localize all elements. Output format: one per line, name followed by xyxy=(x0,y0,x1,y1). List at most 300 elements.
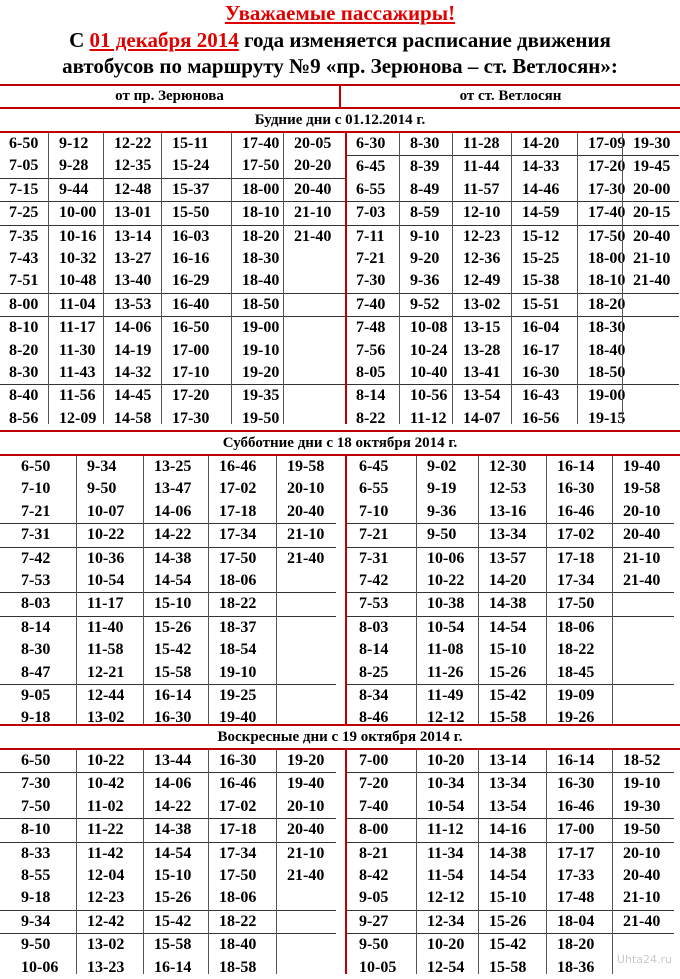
schedule-row xyxy=(0,270,345,292)
departure-time: 16-56 xyxy=(522,409,560,427)
departure-time: 19-26 xyxy=(557,709,595,727)
departure-time: 18-20 xyxy=(242,227,280,245)
notice-line2 xyxy=(0,27,680,53)
departure-time: 7-51 xyxy=(9,272,39,290)
departure-time: 13-47 xyxy=(154,480,192,498)
departure-time: 7-30 xyxy=(21,775,51,793)
notice-date: 01 декабря 2014 xyxy=(89,28,239,52)
sunday-left-column xyxy=(0,750,336,979)
departure-time: 16-46 xyxy=(557,502,595,520)
departure-time: 14-54 xyxy=(154,844,192,862)
schedule-row xyxy=(0,178,345,201)
departure-time: 19-09 xyxy=(557,686,595,704)
departure-time: 8-49 xyxy=(410,180,440,198)
departure-time: 7-10 xyxy=(359,502,389,520)
schedule-row xyxy=(0,684,336,707)
schedule-row xyxy=(346,865,674,887)
departure-time: 18-30 xyxy=(588,319,626,337)
departure-time: 8-47 xyxy=(21,663,51,681)
weekday-right-column xyxy=(346,133,679,430)
schedule-row xyxy=(0,750,336,772)
departure-time: 7-11 xyxy=(356,227,385,245)
schedule-row xyxy=(346,750,674,772)
departure-time: 21-10 xyxy=(633,249,671,267)
departure-time: 10-42 xyxy=(87,775,125,793)
departure-time: 17-33 xyxy=(557,866,595,884)
departure-time: 8-33 xyxy=(21,844,51,862)
departure-time xyxy=(285,270,345,292)
schedule-row xyxy=(346,133,679,155)
departure-time: 17-34 xyxy=(219,844,257,862)
departure-time: 17-40 xyxy=(242,135,280,152)
departure-time: 10-20 xyxy=(427,752,465,769)
departure-time: 19-10 xyxy=(623,775,661,793)
schedule-row xyxy=(0,818,336,841)
departure-time: 17-20 xyxy=(588,158,626,176)
departure-time: 21-40 xyxy=(633,272,671,290)
departure-time: 20-10 xyxy=(623,844,661,862)
departure-time: 11-17 xyxy=(59,319,96,337)
departure-time: 14-22 xyxy=(154,797,192,815)
departure-time: 16-30 xyxy=(557,775,595,793)
departure-time: 17-02 xyxy=(557,526,595,544)
departure-time xyxy=(278,639,336,661)
departure-time: 7-43 xyxy=(9,249,39,267)
departure-time: 17-17 xyxy=(557,844,595,862)
departure-time: 13-54 xyxy=(463,387,501,405)
departure-time xyxy=(614,617,674,639)
departure-time: 11-12 xyxy=(410,409,447,427)
departure-time: 10-36 xyxy=(87,549,125,567)
departure-time: 12-12 xyxy=(427,889,465,907)
departure-time: 9-18 xyxy=(21,889,51,907)
departure-time: 18-36 xyxy=(557,958,595,976)
departure-time: 20-40 xyxy=(294,180,332,198)
departure-time: 18-04 xyxy=(557,912,595,930)
departure-time: 14-38 xyxy=(489,844,527,862)
departure-time: 8-10 xyxy=(9,319,39,337)
departure-time: 17-50 xyxy=(219,549,257,567)
departure-time: 16-46 xyxy=(219,775,257,793)
departure-time: 14-46 xyxy=(522,180,560,198)
schedule-row xyxy=(0,592,336,615)
departure-time: 16-14 xyxy=(154,958,192,976)
departure-time: 9-27 xyxy=(359,912,389,930)
departure-time: 11-26 xyxy=(427,663,464,681)
departure-time: 15-24 xyxy=(172,157,210,175)
departure-time: 15-37 xyxy=(172,180,210,198)
departure-time: 21-40 xyxy=(623,912,661,930)
departure-time xyxy=(278,662,336,684)
departure-time: 10-24 xyxy=(410,341,448,359)
departure-time: 18-54 xyxy=(219,641,257,659)
departure-time: 10-56 xyxy=(410,387,448,405)
departure-time xyxy=(624,294,679,316)
direction-divider xyxy=(345,456,347,725)
departure-time: 17-10 xyxy=(172,363,210,381)
departure-time xyxy=(614,639,674,661)
column-divider xyxy=(231,133,232,424)
schedule-row xyxy=(346,662,674,684)
schedule-row xyxy=(0,957,336,979)
schedule-row xyxy=(346,616,674,639)
departure-time: 10-00 xyxy=(59,204,97,222)
departure-time: 10-06 xyxy=(427,549,465,567)
column-divider xyxy=(546,456,547,725)
departure-time: 15-10 xyxy=(154,866,192,884)
departure-time: 16-30 xyxy=(219,752,257,769)
schedule-row xyxy=(0,523,336,546)
departure-time: 15-58 xyxy=(489,958,527,976)
departure-time: 21-10 xyxy=(623,889,661,907)
departure-time: 14-16 xyxy=(489,821,527,839)
departure-time: 9-36 xyxy=(427,502,457,520)
weekday-schedule xyxy=(0,107,680,427)
departure-time: 15-10 xyxy=(489,889,527,907)
departure-time: 14-54 xyxy=(154,571,192,589)
schedule-row xyxy=(0,408,345,430)
departure-time: 11-08 xyxy=(427,641,464,659)
departure-time: 17-40 xyxy=(588,204,626,222)
column-divider xyxy=(208,456,209,725)
departure-time: 10-54 xyxy=(87,571,125,589)
schedule-row xyxy=(0,340,345,362)
departure-time: 14-45 xyxy=(114,387,152,405)
departure-time: 9-36 xyxy=(410,272,440,290)
departure-time: 11-49 xyxy=(427,686,464,704)
departure-time: 17-18 xyxy=(557,549,595,567)
departure-time: 14-06 xyxy=(154,502,192,520)
direction-header xyxy=(0,84,680,108)
column-divider xyxy=(48,133,49,424)
column-divider xyxy=(103,133,104,424)
departure-time: 17-30 xyxy=(172,409,210,427)
departure-time: 18-20 xyxy=(557,936,595,954)
departure-time: 9-50 xyxy=(427,526,457,544)
departure-time: 19-50 xyxy=(623,821,661,839)
departure-time: 18-40 xyxy=(588,341,626,359)
departure-time: 7-30 xyxy=(356,272,386,290)
departure-time: 10-05 xyxy=(359,958,397,976)
column-divider xyxy=(452,133,453,424)
departure-time: 20-10 xyxy=(287,797,325,815)
departure-time: 11-17 xyxy=(87,595,124,613)
departure-time: 10-32 xyxy=(59,249,97,267)
schedule-row xyxy=(0,796,336,818)
departure-time: 13-25 xyxy=(154,458,192,475)
schedule-row xyxy=(346,362,679,384)
departure-time: 7-53 xyxy=(359,595,389,613)
departure-time: 7-31 xyxy=(21,526,51,544)
schedule-row xyxy=(0,933,336,956)
schedule-row xyxy=(346,408,679,430)
departure-time xyxy=(278,570,336,592)
departure-time xyxy=(624,408,679,430)
departure-time: 20-20 xyxy=(294,157,332,175)
departure-time: 19-15 xyxy=(588,409,626,427)
departure-time: 9-28 xyxy=(59,157,89,175)
schedule-row xyxy=(346,842,674,865)
column-divider xyxy=(511,133,512,424)
departure-time: 20-40 xyxy=(287,821,325,839)
departure-time xyxy=(285,362,345,384)
departure-time xyxy=(278,957,336,979)
schedule-row xyxy=(0,842,336,865)
departure-time: 19-10 xyxy=(242,341,280,359)
departure-time: 6-55 xyxy=(356,180,386,198)
departure-time xyxy=(278,617,336,639)
departure-time: 17-34 xyxy=(219,526,257,544)
departure-time: 8-34 xyxy=(359,686,389,704)
schedule-row xyxy=(0,201,345,224)
departure-time: 19-40 xyxy=(623,458,661,475)
departure-time: 7-48 xyxy=(356,319,386,337)
departure-time: 14-54 xyxy=(489,866,527,884)
departure-time: 12-42 xyxy=(87,912,125,930)
departure-time: 19-50 xyxy=(242,409,280,427)
departure-time: 12-23 xyxy=(463,227,501,245)
departure-time: 15-58 xyxy=(154,663,192,681)
departure-time: 13-44 xyxy=(154,752,192,769)
departure-time: 9-20 xyxy=(410,249,440,267)
column-divider xyxy=(283,133,284,424)
departure-time: 9-02 xyxy=(427,458,457,475)
departure-time: 7-21 xyxy=(21,502,51,520)
direction-divider xyxy=(345,750,347,974)
departure-time: 16-43 xyxy=(522,387,560,405)
departure-time: 14-38 xyxy=(489,595,527,613)
departure-time: 11-42 xyxy=(87,844,124,862)
departure-time: 21-10 xyxy=(287,526,325,544)
departure-time: 18-22 xyxy=(219,595,257,613)
schedule-row xyxy=(0,478,336,500)
departure-time: 8-14 xyxy=(21,618,51,636)
departure-time: 15-26 xyxy=(489,912,527,930)
schedule-row xyxy=(0,662,336,684)
departure-time: 11-57 xyxy=(463,180,500,198)
schedule-row xyxy=(0,639,336,661)
departure-time: 14-33 xyxy=(522,158,560,176)
saturday-title: Субботние дни с 18 октября 2014 г. xyxy=(0,430,680,456)
departure-time: 18-10 xyxy=(242,204,280,222)
departure-time: 13-34 xyxy=(489,526,527,544)
schedule-row xyxy=(346,547,674,570)
departure-time: 17-50 xyxy=(242,157,280,175)
departure-time: 20-15 xyxy=(633,204,671,222)
departure-time: 20-40 xyxy=(633,227,671,245)
departure-time: 11-34 xyxy=(427,844,464,862)
departure-time: 11-44 xyxy=(463,158,500,176)
departure-time xyxy=(614,593,674,615)
notice-line3: автобусов по маршруту №9 «пр. Зерюнова – ст. Ветлосян»: xyxy=(62,54,618,78)
departure-time: 19-00 xyxy=(588,387,626,405)
departure-time: 13-34 xyxy=(489,775,527,793)
departure-time: 18-20 xyxy=(588,295,626,313)
departure-time: 17-50 xyxy=(588,227,626,245)
schedule-row xyxy=(346,225,679,248)
departure-time: 19-58 xyxy=(287,458,325,475)
departure-time xyxy=(278,911,336,933)
departure-time: 13-16 xyxy=(489,502,527,520)
column-divider xyxy=(612,456,613,725)
departure-time: 14-54 xyxy=(489,618,527,636)
departure-time: 7-20 xyxy=(359,775,389,793)
schedule-row xyxy=(346,155,679,178)
departure-time xyxy=(285,340,345,362)
departure-time: 14-06 xyxy=(114,319,152,337)
departure-time: 18-06 xyxy=(557,618,595,636)
departure-time: 16-30 xyxy=(154,709,192,727)
departure-time: 20-10 xyxy=(287,480,325,498)
departure-time: 16-16 xyxy=(172,249,210,267)
departure-time: 12-22 xyxy=(114,135,152,152)
departure-time: 18-40 xyxy=(219,936,257,954)
departure-time: 21-10 xyxy=(623,549,661,567)
departure-time: 8-21 xyxy=(359,844,389,862)
schedule-row xyxy=(346,478,674,500)
departure-time: 14-20 xyxy=(489,571,527,589)
departure-time: 19-10 xyxy=(219,663,257,681)
departure-time: 10-07 xyxy=(87,502,125,520)
departure-time: 16-04 xyxy=(522,319,560,337)
weekday-table xyxy=(0,133,680,427)
column-divider xyxy=(622,133,623,424)
departure-time: 8-39 xyxy=(410,158,440,176)
departure-time: 13-54 xyxy=(489,797,527,815)
departure-time xyxy=(278,593,336,615)
departure-time: 17-09 xyxy=(588,135,626,152)
departure-time: 15-10 xyxy=(154,595,192,613)
departure-time: 8-30 xyxy=(9,363,39,381)
schedule-row xyxy=(0,501,336,523)
sunday-schedule xyxy=(0,724,680,974)
schedule-row xyxy=(346,384,679,407)
departure-time: 17-02 xyxy=(219,797,257,815)
departure-time: 18-22 xyxy=(557,641,595,659)
departure-time: 14-19 xyxy=(114,341,152,359)
schedule-row xyxy=(0,248,345,270)
departure-time: 15-12 xyxy=(522,227,560,245)
departure-time: 14-58 xyxy=(114,409,152,427)
departure-time: 20-40 xyxy=(623,866,661,884)
departure-time: 8-10 xyxy=(21,821,51,839)
departure-time: 19-40 xyxy=(287,775,325,793)
departure-time: 9-52 xyxy=(410,295,440,313)
schedule-row xyxy=(346,818,674,841)
departure-time: 11-30 xyxy=(59,341,96,359)
notice-header xyxy=(0,0,680,79)
departure-time xyxy=(278,934,336,956)
departure-time: 8-56 xyxy=(9,409,39,427)
departure-time: 10-08 xyxy=(410,319,448,337)
schedule-row xyxy=(346,796,674,818)
departure-time: 21-40 xyxy=(287,549,325,567)
departure-time: 8-42 xyxy=(359,866,389,884)
departure-time: 12-30 xyxy=(489,458,527,475)
schedule-row xyxy=(0,910,336,933)
departure-time: 18-58 xyxy=(219,958,257,976)
schedule-row xyxy=(346,501,674,523)
departure-time: 8-30 xyxy=(21,641,51,659)
departure-time: 13-57 xyxy=(489,549,527,567)
departure-time: 11-54 xyxy=(427,866,464,884)
departure-time: 18-45 xyxy=(557,663,595,681)
departure-time: 16-14 xyxy=(557,752,595,769)
departure-time: 19-58 xyxy=(623,480,661,498)
departure-time: 7-21 xyxy=(359,526,389,544)
sunday-title: Воскресные дни с 19 октября 2014 г. xyxy=(0,724,680,750)
departure-time: 11-22 xyxy=(87,821,124,839)
departure-time: 19-40 xyxy=(219,709,257,727)
departure-time: 7-42 xyxy=(21,549,51,567)
schedule-row xyxy=(346,179,679,201)
departure-time: 12-53 xyxy=(489,480,527,498)
departure-time: 13-41 xyxy=(463,363,501,381)
departure-time: 16-50 xyxy=(172,319,210,337)
departure-time: 15-38 xyxy=(522,272,560,290)
departure-time: 16-30 xyxy=(557,480,595,498)
departure-time: 10-38 xyxy=(427,595,465,613)
departure-time: 13-02 xyxy=(87,709,125,727)
departure-time: 20-00 xyxy=(633,180,671,198)
departure-time: 8-00 xyxy=(9,295,39,313)
departure-time: 6-55 xyxy=(359,480,389,498)
departure-time xyxy=(624,340,679,362)
departure-time: 11-04 xyxy=(59,295,96,313)
column-divider xyxy=(577,133,578,424)
departure-time: 10-22 xyxy=(87,526,125,544)
departure-time: 10-16 xyxy=(59,227,97,245)
departure-time: 10-22 xyxy=(427,571,465,589)
departure-time xyxy=(285,248,345,270)
column-divider xyxy=(399,133,400,424)
departure-time: 8-20 xyxy=(9,341,39,359)
departure-time: 8-25 xyxy=(359,663,389,681)
departure-time: 7-40 xyxy=(356,295,386,313)
departure-time: 19-35 xyxy=(242,387,280,405)
departure-time: 19-30 xyxy=(623,797,661,815)
departure-time: 16-40 xyxy=(172,295,210,313)
departure-time: 11-02 xyxy=(87,797,124,815)
departure-time xyxy=(624,385,679,407)
departure-time: 18-06 xyxy=(219,571,257,589)
schedule-row xyxy=(346,523,674,546)
departure-time: 12-48 xyxy=(114,180,152,198)
departure-time: 16-14 xyxy=(557,458,595,475)
departure-time: 21-40 xyxy=(623,571,661,589)
departure-time: 19-20 xyxy=(242,363,280,381)
departure-time: 14-59 xyxy=(522,204,560,222)
departure-time: 18-50 xyxy=(242,295,280,313)
schedule-row xyxy=(0,384,345,407)
schedule-row xyxy=(346,887,674,909)
departure-time: 12-49 xyxy=(463,272,501,290)
departure-time: 20-40 xyxy=(623,526,661,544)
departure-time xyxy=(285,408,345,430)
watermark-logo: Uhta24.ru xyxy=(616,953,672,966)
departure-time: 19-25 xyxy=(219,686,257,704)
departure-time: 6-50 xyxy=(21,752,51,769)
departure-time: 20-10 xyxy=(623,502,661,520)
schedule-row xyxy=(346,316,679,339)
schedule-row xyxy=(346,592,674,615)
schedule-row xyxy=(0,293,345,316)
column-divider xyxy=(546,750,547,974)
departure-time: 18-22 xyxy=(219,912,257,930)
saturday-left-column xyxy=(0,456,336,730)
departure-time: 7-15 xyxy=(9,180,39,198)
departure-time: 19-20 xyxy=(287,752,325,769)
